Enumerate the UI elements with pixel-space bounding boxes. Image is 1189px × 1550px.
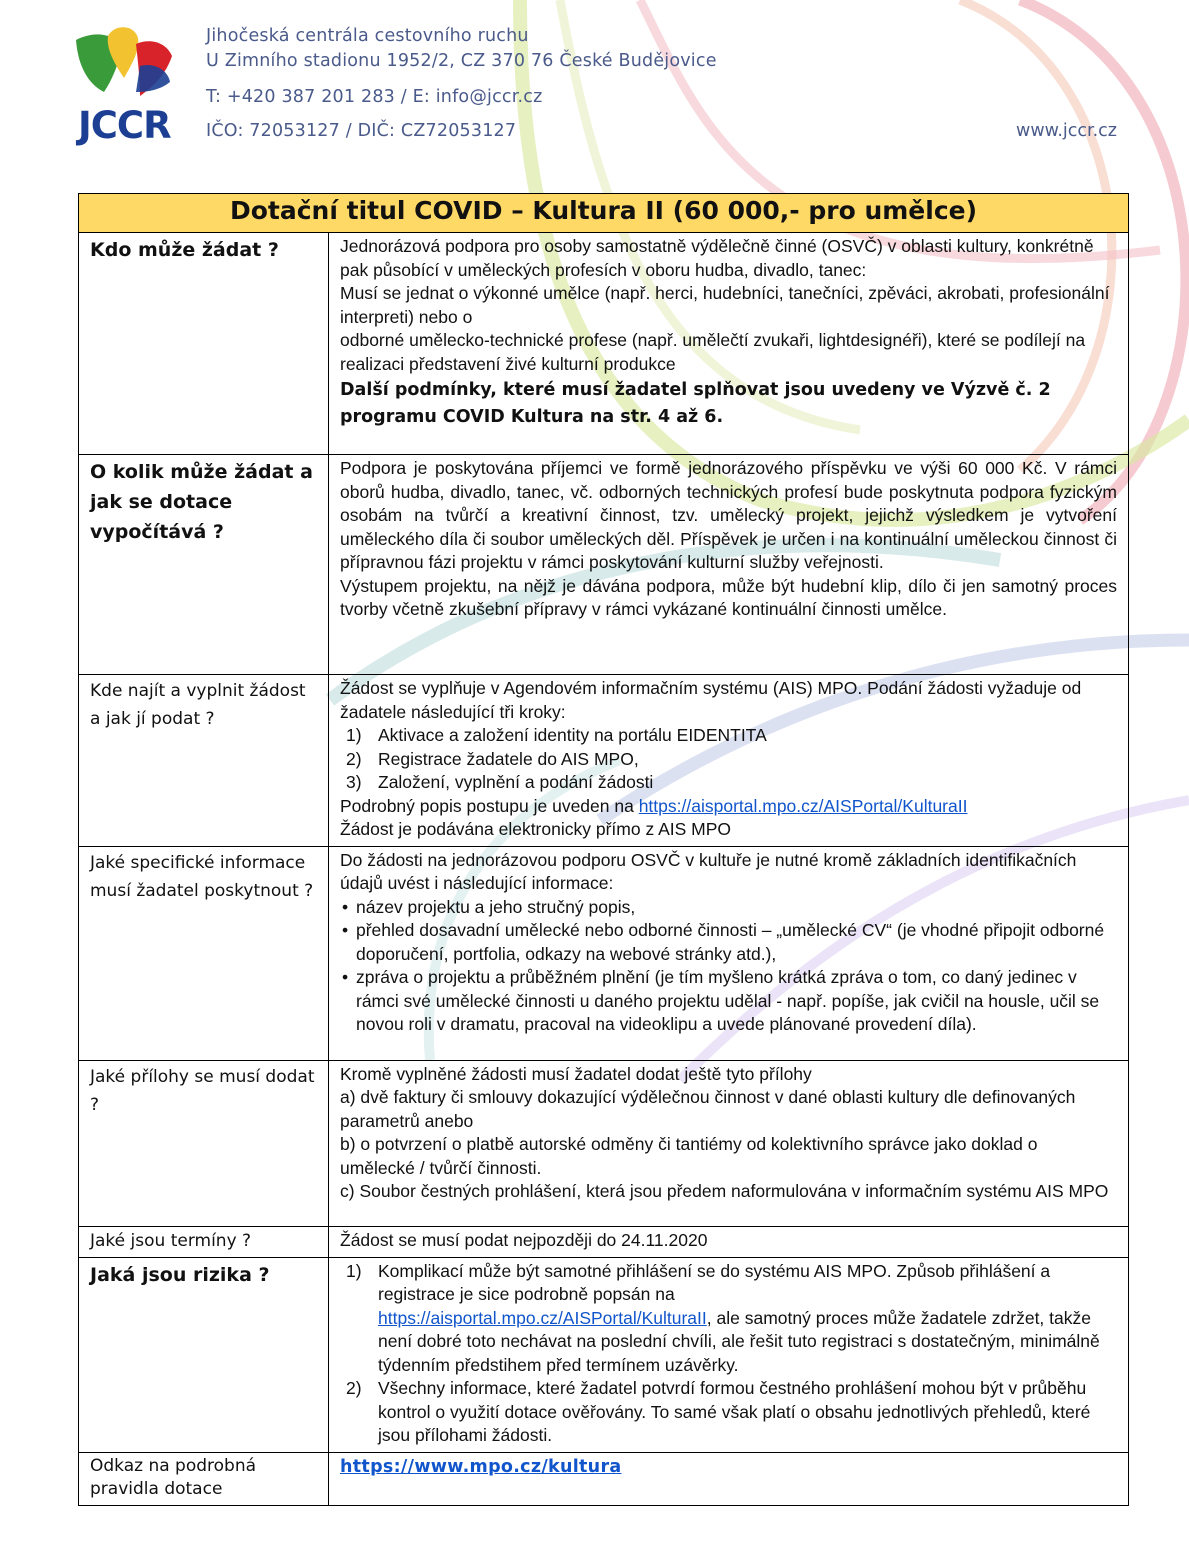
- list-item: a) dvě faktury či smlouvy dokazující výdělečnou činnost v dané oblasti kultury dle definovaných parametrů anebo: [340, 1087, 1076, 1131]
- answer-text: Výstupem projektu, na nějž je dávána podpora, může být hudební klip, dílo či jen samotný proces tvorby včetně zkušební přípravy v rámci vykázané kontinuální činnosti umělce.: [340, 575, 1118, 619]
- table-row: [79, 846, 1129, 1060]
- row-question: Odkaz na podrobná pravidla dotace: [79, 1452, 329, 1505]
- table-row: [79, 1226, 1129, 1257]
- table-title: Dotační titul COVID – Kultura II (60 000,- pro umělce): [79, 194, 1129, 233]
- list-item: [340, 1260, 1117, 1378]
- row-question: Jaké jsou termíny ?: [79, 1226, 329, 1257]
- answer-text: Jednorázová podpora pro osoby samostatně výdělečně činné (OSVČ) v oblasti kultury, konkrétně pak působící v uměleckých profesích v oboru hudba, divadlo, tanec:: [340, 236, 1094, 280]
- website-link[interactable]: www.jccr.cz: [1016, 121, 1117, 141]
- table-row: [79, 455, 1129, 675]
- row-answer: Žádost se musí podat nejpozději do 24.11.2020: [329, 1226, 1129, 1257]
- conditions-note: Další podmínky, které musí žadatel splňovat jsou uvedeny ve Výzvě č. 2 programu COVID Kultura na str. 4 až 6.: [340, 380, 1051, 427]
- org-address: U Zimního stadionu 1952/2, CZ 370 76 České Budějovice: [206, 51, 717, 71]
- table-row: [79, 675, 1129, 847]
- list-item: [340, 748, 1117, 772]
- answer-text: [340, 795, 1117, 819]
- row-question: Kde najít a vyplnit žádost a jak jí podat ?: [79, 675, 329, 847]
- table-row: [79, 233, 1129, 455]
- step-number: 2): [346, 748, 362, 769]
- risk-text-part: , ale samotný proces může žadatele zdržet, takže není dobré toto nechávat na poslední chvíli, ale řešit tuto registraci s dostatečným, minimálně týdenním předstihem před termínem uzávěrky.: [378, 1307, 1100, 1375]
- answer-text: Žádost je podávána elektronicky přímo z AIS MPO: [340, 819, 732, 839]
- list-item: [340, 771, 1117, 795]
- letterhead: [0, 0, 1189, 170]
- row-question: O kolik může žádat a jak se dotace vypočítává ?: [79, 455, 329, 675]
- bullet-icon: •: [342, 967, 349, 987]
- title-row: [79, 194, 1129, 233]
- aisportal-link[interactable]: https://aisportal.mpo.cz/AISPortal/KulturaII: [378, 1307, 707, 1328]
- risk-text: Všechny informace, které žadatel potvrdí formou čestného prohlášení mohou být v průběhu kontrol o využití dotace ověřovány. To samé však platí o obsahu jednotlivých přehledů, které jsou přílohami žádosti.: [378, 1378, 1091, 1445]
- row-answer: [329, 1257, 1129, 1452]
- row-answer: [329, 1060, 1129, 1226]
- step-text: Založení, vyplnění a podání žádosti: [378, 772, 654, 792]
- mpo-kultura-link[interactable]: https://www.mpo.cz/kultura: [340, 1456, 622, 1477]
- org-contact: T: +420 387 201 283 / E: info@jccr.cz: [206, 87, 543, 107]
- list-item: [340, 966, 1117, 1037]
- row-answer: [329, 233, 1129, 455]
- bullet-text: přehled dosavadní umělecké nebo odborné činnosti – „umělecké CV“ (je vhodné připojit odborné doporučení, portfolia, odkazy na webové stránky atd.),: [356, 920, 1105, 964]
- link-prefix: Podrobný popis postupu je uveden na: [340, 795, 639, 816]
- org-ids: IČO: 72053127 / DIČ: CZ72053127: [206, 121, 517, 141]
- risk-number: 2): [346, 1378, 362, 1398]
- answer-text: Žádost se vyplňuje v Agendovém informačním systému (AIS) MPO. Podání žádosti vyžaduje od žadatele následující tři kroky:: [340, 678, 1082, 722]
- table-row: [79, 1257, 1129, 1452]
- bullet-text: zpráva o projektu a průběžném plnění (je tím myšleno krátká zpráva o tom, co daný jedinec v rámci své umělecké činnosti u daného projektu udělal - např. popíše, jak cvičil na housle, učil se novou roli v dramatu, pracoval na videoklipu a uvede plánované provedení díla).: [356, 967, 1100, 1034]
- answer-text: Do žádosti na jednorázovou podporu OSVČ v kultuře je nutné kromě základních identifikačních údajů uvést i následující informace:: [340, 849, 1077, 893]
- row-question: Kdo může žádat ?: [79, 233, 329, 455]
- table-row: [79, 1060, 1129, 1226]
- row-question: Jaká jsou rizika ?: [79, 1257, 329, 1452]
- step-text: Aktivace a založení identity na portálu EIDENTITA: [378, 725, 767, 745]
- row-answer: [329, 1452, 1129, 1505]
- step-text: Registrace žadatele do AIS MPO,: [378, 748, 639, 769]
- bullet-icon: •: [342, 920, 349, 940]
- logo-text: JCCR: [78, 104, 171, 147]
- answer-text: Kromě vyplněné žádosti musí žadatel dodat ještě tyto přílohy: [340, 1063, 812, 1084]
- aisportal-link[interactable]: https://aisportal.mpo.cz/AISPortal/KulturaII: [638, 795, 968, 816]
- subsidy-info-table: [78, 193, 1129, 1506]
- row-question: Jaké přílohy se musí dodat ?: [79, 1060, 329, 1226]
- table-row: [79, 1452, 1129, 1505]
- answer-text: Podpora je poskytována příjemci ve formě jednorázového příspěvku ve výši 60 000 Kč. V rámci oborů hudba, divadlo, tanec, vč. odborných technických profesí bude poskytnuta podpora fyzickým osobám na tvůrčí a kreativní činnost, tzv. umělecký projekt, jejichž výsledkem je vytvoření uměleckého díla či soubor uměleckých děl. Příspěvek je určen i na kontinuální uměleckou činnost či přípravnou fázi projektu v rámci poskytování kulturní služby veřejnosti.: [340, 458, 1118, 572]
- row-answer: [329, 455, 1129, 675]
- bullet-icon: •: [342, 896, 349, 917]
- row-answer: [329, 846, 1129, 1060]
- risk-number: 1): [346, 1260, 362, 1281]
- answer-text: odborné umělecko-technické profese (např. umělečtí zvukaři, lightdesignéři), které se podílejí na realizaci představení živé kulturní produkce: [340, 330, 1086, 374]
- row-answer: [329, 675, 1129, 847]
- list-item: b) o potvrzení o platbě autorské odměny či tantiémy od kolektivního správce jako doklad o umělecké / tvůrčí činnosti.: [340, 1134, 1038, 1178]
- org-name: Jihočeská centrála cestovního ruchu: [206, 26, 529, 46]
- list-item: [340, 1377, 1117, 1448]
- risk-text-part: Komplikací může být samotné přihlášení se do systému AIS MPO. Způsob přihlášení a registrace je sice podrobně popsán na: [378, 1260, 1051, 1304]
- list-item: [340, 724, 1117, 748]
- step-number: 1): [346, 725, 362, 745]
- list-item: c) Soubor čestných prohlášení, která jsou předem naformulována v informačním systému AIS MPO: [340, 1181, 1109, 1201]
- answer-text: Musí se jednat o výkonné umělce (např. herci, hudebníci, tanečníci, zpěváci, akrobati, profesionální interpreti) nebo o: [340, 283, 1110, 327]
- list-item: [340, 919, 1117, 966]
- list-item: [340, 896, 1117, 920]
- risk-text: [378, 1260, 1117, 1378]
- row-question: Jaké specifické informace musí žadatel poskytnout ?: [79, 846, 329, 1060]
- bullet-text: název projektu a jeho stručný popis,: [356, 896, 636, 917]
- step-number: 3): [346, 772, 362, 792]
